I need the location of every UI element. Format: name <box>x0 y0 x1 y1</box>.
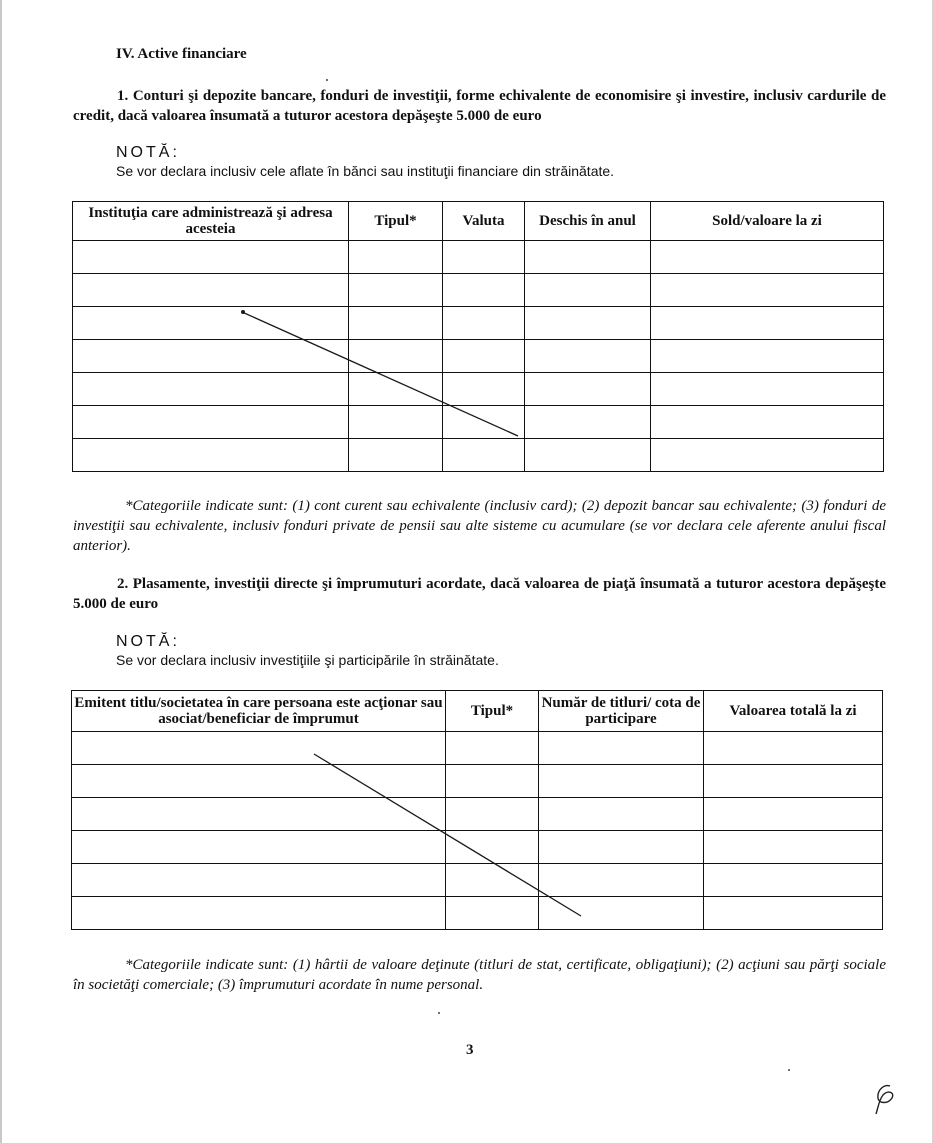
table-cell[interactable] <box>443 340 525 373</box>
part1-nota-text: Se vor declara inclusiv cele aflate în bănci sau instituţii financiare din străinătate. <box>116 163 615 179</box>
section-title: IV. Active financiare <box>116 46 247 62</box>
part2-heading: 2. Plasamente, investiţii directe şi împrumuturi acordate, dacă valoarea de piaţă însumată a tuturor acestora depăşeşte 5.000 de euro <box>73 576 886 612</box>
table-row <box>72 765 883 798</box>
table-cell[interactable] <box>651 373 884 406</box>
table-row <box>72 732 883 765</box>
table-row <box>72 798 883 831</box>
table-cell[interactable] <box>443 241 525 274</box>
table-cell[interactable] <box>651 241 884 274</box>
table-cell[interactable] <box>349 307 443 340</box>
scan-speck <box>788 1069 790 1071</box>
table-cell[interactable] <box>349 439 443 472</box>
part1-nota-label: NOTĂ: <box>116 144 180 161</box>
table-cell[interactable] <box>73 241 349 274</box>
table-cell[interactable] <box>349 373 443 406</box>
table-cell[interactable] <box>73 373 349 406</box>
table-cell[interactable] <box>72 798 446 831</box>
table-row <box>73 274 884 307</box>
table-cell[interactable] <box>525 439 651 472</box>
table-cell[interactable] <box>443 307 525 340</box>
table-cell[interactable] <box>525 241 651 274</box>
table-cell[interactable] <box>349 241 443 274</box>
part2-footnote: *Categoriile indicate sunt: (1) hârtii de valoare deţinute (titluri de stat, certificate, obligaţiuni); (2) acţiuni sau părţi sociale în societăţi comerciale; (3) împrumuturi acordate în nume personal. <box>73 957 886 993</box>
table-cell[interactable] <box>539 864 704 897</box>
part2-nota-label: NOTĂ: <box>116 633 180 650</box>
header-institution: Instituţia care administrează şi adresa acesteia <box>73 202 349 241</box>
table-cell[interactable] <box>651 340 884 373</box>
table-cell[interactable] <box>72 864 446 897</box>
table-cell[interactable] <box>72 765 446 798</box>
table-cell[interactable] <box>446 897 539 930</box>
table-cell[interactable] <box>446 831 539 864</box>
bank-accounts-table <box>72 201 884 472</box>
table-cell[interactable] <box>704 732 883 765</box>
table-cell[interactable] <box>443 373 525 406</box>
header-type: Tipul* <box>446 691 539 732</box>
part1-footnote: *Categoriile indicate sunt: (1) cont curent sau echivalente (inclusiv card); (2) depozit bancar sau echivalente; (3) fonduri de investiţii sau echivalente, inclusiv fonduri private de pensii sau alte sisteme cu acumulare (se vor declara cele aferente anului fiscal anterior). <box>73 498 886 554</box>
table-cell[interactable] <box>446 732 539 765</box>
table-cell[interactable] <box>539 798 704 831</box>
table-cell[interactable] <box>349 274 443 307</box>
part2-nota-text: Se vor declara inclusiv investiţiile şi participările în străinătate. <box>116 652 499 668</box>
table-cell[interactable] <box>539 765 704 798</box>
header-currency: Valuta <box>443 202 525 241</box>
table-cell[interactable] <box>72 831 446 864</box>
page-number: 3 <box>466 1042 474 1058</box>
table-cell[interactable] <box>73 406 349 439</box>
table-row <box>73 241 884 274</box>
investments-table <box>71 690 883 930</box>
table-cell[interactable] <box>525 307 651 340</box>
table-row <box>72 831 883 864</box>
scan-speck <box>438 1012 440 1014</box>
table-cell[interactable] <box>525 373 651 406</box>
table-cell[interactable] <box>443 406 525 439</box>
table-cell[interactable] <box>704 831 883 864</box>
table-cell[interactable] <box>349 406 443 439</box>
table-row <box>73 406 884 439</box>
table-row <box>72 897 883 930</box>
table-cell[interactable] <box>72 732 446 765</box>
table-header-row <box>72 691 883 732</box>
header-opened-year: Deschis în anul <box>525 202 651 241</box>
header-type: Tipul* <box>349 202 443 241</box>
table-row <box>73 340 884 373</box>
table-cell[interactable] <box>539 897 704 930</box>
header-balance: Sold/valoare la zi <box>651 202 884 241</box>
table-cell[interactable] <box>73 340 349 373</box>
page-edge-left <box>0 0 2 1143</box>
table-cell[interactable] <box>73 274 349 307</box>
table-cell[interactable] <box>525 406 651 439</box>
table-cell[interactable] <box>704 864 883 897</box>
table-cell[interactable] <box>704 897 883 930</box>
table-cell[interactable] <box>443 274 525 307</box>
table-row <box>72 864 883 897</box>
table-cell[interactable] <box>704 798 883 831</box>
table-cell[interactable] <box>651 307 884 340</box>
scan-speck <box>326 79 328 81</box>
table-cell[interactable] <box>446 798 539 831</box>
table-cell[interactable] <box>72 897 446 930</box>
table-row <box>73 439 884 472</box>
part1-heading: 1. Conturi şi depozite bancare, fonduri de investiţii, forme echivalente de economisire şi investire, inclusiv cardurile de credit, dacă valoarea însumată a tuturor acestora depăşeşte 5.000 de euro <box>73 88 886 124</box>
table-cell[interactable] <box>525 274 651 307</box>
table-cell[interactable] <box>539 831 704 864</box>
handwritten-mark <box>868 1080 908 1120</box>
table-cell[interactable] <box>539 732 704 765</box>
header-total-value: Valoarea totală la zi <box>704 691 883 732</box>
table-cell[interactable] <box>73 439 349 472</box>
table-cell[interactable] <box>349 340 443 373</box>
header-share-count: Număr de titluri/ cota de participare <box>539 691 704 732</box>
table-cell[interactable] <box>651 406 884 439</box>
table-row <box>73 373 884 406</box>
table-cell[interactable] <box>443 439 525 472</box>
table-cell[interactable] <box>73 307 349 340</box>
table-header-row <box>73 202 884 241</box>
table-cell[interactable] <box>446 765 539 798</box>
table-row <box>73 307 884 340</box>
table-cell[interactable] <box>704 765 883 798</box>
table-cell[interactable] <box>525 340 651 373</box>
header-issuer: Emitent titlu/societatea în care persoana este acţionar sau asociat/beneficiar de împrumut <box>72 691 446 732</box>
table-cell[interactable] <box>651 274 884 307</box>
table-cell[interactable] <box>651 439 884 472</box>
table-cell[interactable] <box>446 864 539 897</box>
